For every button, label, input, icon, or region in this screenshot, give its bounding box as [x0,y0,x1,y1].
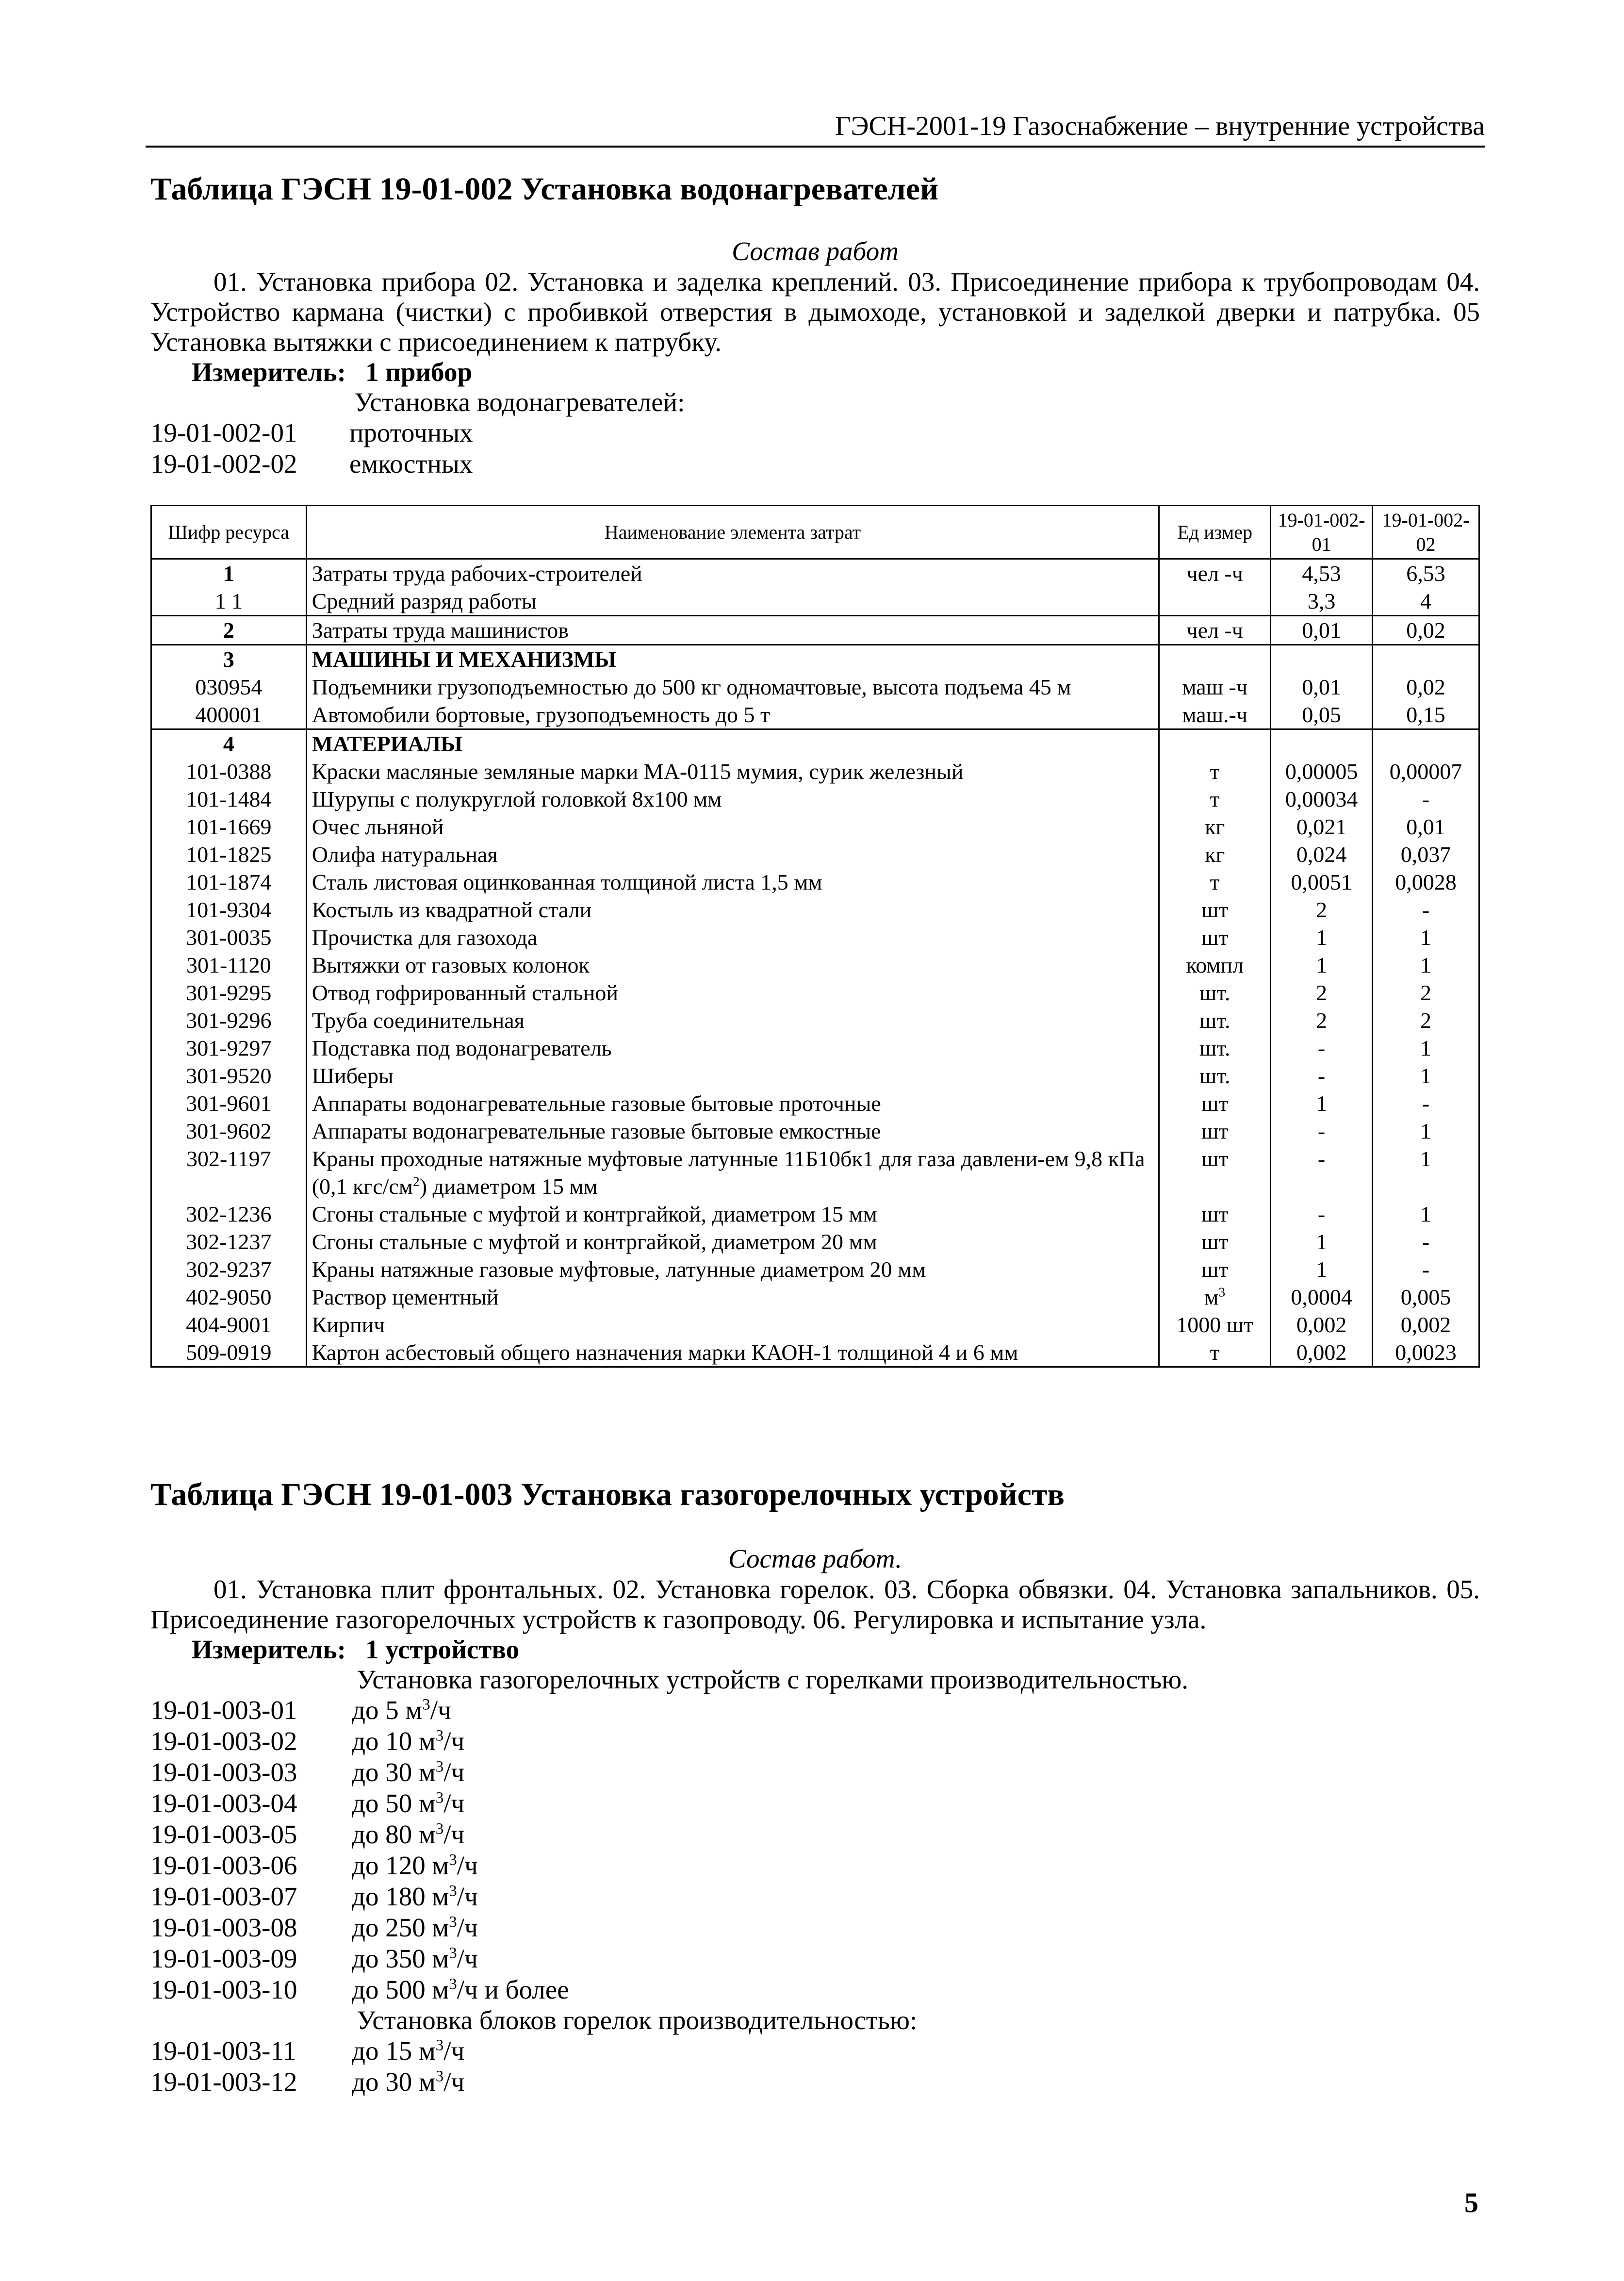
norm-code: 19-01-003-06 [150,1851,297,1880]
cell-norm-1: - [1271,1062,1373,1090]
capacity-unit: /ч [430,1695,451,1725]
cell-unit: шт [1159,924,1271,951]
cell-unit: шт [1159,1256,1271,1283]
cell-resource-code: 302-1237 [151,1228,307,1256]
cell-resource-code: 301-0035 [151,924,307,951]
cell-unit: компл [1159,951,1271,979]
cell-cost-element [306,1145,1159,1200]
cell-cost-element: Подъемники грузоподъемностью до 500 кг одномачтовые, высота подъема 45 м [306,673,1159,701]
cell-cost-element: Краны натяжные газовые муфтовые, латунные диаметром 20 мм [306,1256,1159,1283]
cell-norm-1: 0,021 [1271,813,1373,841]
norm-description: проточных [349,418,473,447]
code-line [150,417,1480,448]
cell-unit [1159,587,1271,616]
section-title: Таблица ГЭСН 19-01-002 Установка водонагревателей [150,171,939,207]
norm-code: 19-01-003-11 [150,2036,296,2066]
cell-cost-element: Шиберы [306,1062,1159,1090]
cell-resource-code: 301-9295 [151,979,307,1007]
cell-norm-1: 0,024 [1271,841,1373,868]
norm-description [352,1974,569,2005]
section-table-19-01-002 [150,170,1480,479]
table-row [151,1090,1479,1117]
cell-cost-element: МАШИНЫ И МЕХАНИЗМЫ [306,645,1159,674]
cell-norm-2 [1373,645,1479,674]
cell-cost-element: Костыль из квадратной стали [306,896,1159,924]
cell-norm-2: 1 [1373,1200,1479,1228]
cell-norm-1: 1 [1271,951,1373,979]
cell-unit [1159,729,1271,758]
col-header-norm-1: 19-01-002-01 [1271,506,1373,559]
cell-unit: 1000 шт [1159,1311,1271,1339]
table-row [151,979,1479,1007]
works-text-content: 01. Установка плит фронтальных. 02. Установка горелок. 03. Сборка обвязки. 04. Установка запальников. 05. Присоединение газогорелочных устройств к газопроводу. 06. Регулировка и испытание узла. [150,1574,1480,1634]
measure-line [150,357,1480,387]
works-text-content: 01. Установка прибора 02. Установка и заделка креплений. 03. Присоединение прибора к трубопроводам 04. Устройство кармана (чистки) с пробивкой отверстия в дымоходе, установкой и заделкой дверки и патрубка. 05 Установка вытяжки с присоединением к патрубку. [150,267,1480,357]
cell-unit: т [1159,1339,1271,1367]
code-list-burners [150,1695,1480,2005]
norm-description [352,1943,478,1974]
cell-cost-element: Автомобили бортовые, грузоподъемность до 5 т [306,701,1159,729]
code-line [150,1912,1480,1943]
cell-unit: шт. [1159,979,1271,1007]
norm-code: 19-01-003-12 [150,2067,297,2097]
cell-cost-element: Шурупы с полукруглой головкой 8х100 мм [306,785,1159,813]
norm-description [352,1788,464,1819]
cell-unit: шт. [1159,1007,1271,1034]
code-list-blocks [150,2035,1480,2098]
table-row [151,868,1479,896]
col-header-unit: Ед измер [1159,506,1271,559]
cell-unit: шт [1159,896,1271,924]
code-line [150,2066,1480,2098]
capacity-unit: /ч [443,1819,465,1849]
cell-resource-code: 301-9297 [151,1034,307,1062]
capacity-text: до 30 м [352,1757,436,1787]
capacity-text: до 250 м [352,1913,449,1942]
cell-norm-2: 0,002 [1373,1311,1479,1339]
cell-norm-2: 2 [1373,1007,1479,1034]
cell-cost-element: Затраты труда рабочих-строителей [306,559,1159,588]
subheading-blocks: Установка блоков горелок производительностью: [357,2005,918,2035]
cell-norm-2: 2 [1373,979,1479,1007]
capacity-text: до 500 м [352,1975,449,2004]
cell-cost-element: Затраты труда машинистов [306,616,1159,645]
cell-norm-2: 0,15 [1373,701,1479,729]
capacity-unit: /ч [457,1851,478,1880]
cell-cost-element: Прочистка для газохода [306,924,1159,951]
cell-unit: маш.-ч [1159,701,1271,729]
table-row [151,1145,1479,1200]
norm-description [352,1850,478,1881]
cell-norm-1 [1271,645,1373,674]
subheading-burners: Установка газогорелочных устройств с горелками производительностью. [357,1665,1188,1694]
capacity-text: до 5 м [352,1695,423,1725]
cell-norm-1: - [1271,1034,1373,1062]
capacity-text: до 120 м [352,1851,449,1880]
code-line [150,1788,1480,1819]
cell-norm-1: - [1271,1117,1373,1145]
norm-description [352,2035,464,2066]
cell-resource-code: 101-9304 [151,896,307,924]
table-row [151,587,1479,616]
section-title: Таблица ГЭСН 19-01-003 Установка газогорелочных устройств [150,1477,1065,1512]
capacity-unit: /ч [443,1757,465,1787]
norm-description [352,2066,464,2098]
cell-unit: шт [1159,1117,1271,1145]
cell-norm-1: 1 [1271,1228,1373,1256]
cell-norm-2: 1 [1373,1034,1479,1062]
col-header-code: Шифр ресурса [151,506,307,559]
table-row [151,1200,1479,1228]
cell-norm-1: 2 [1271,979,1373,1007]
code-line [150,448,1480,479]
cell-norm-2: 0,01 [1373,813,1479,841]
superscript: 3 [435,1789,444,1807]
cell-norm-1: - [1271,1200,1373,1228]
table-row [151,896,1479,924]
cell-resource-code: 1 [151,559,307,588]
cell-unit: т [1159,868,1271,896]
code-line [150,1881,1480,1912]
norm-code: 19-01-002-02 [150,449,297,479]
superscript: 3 [435,1727,444,1745]
code-line [150,1943,1480,1974]
measure-value: 1 прибор [365,357,473,387]
code-line [150,1974,1480,2005]
cell-cost-element: Краски масляные земляные марки МА-0115 мумия, сурик железный [306,758,1159,785]
subheading: Установка водонагревателей: [354,387,685,417]
cell-unit: шт [1159,1200,1271,1228]
cell-norm-2: 6,53 [1373,559,1479,588]
cell-unit: шт [1159,1090,1271,1117]
cell-resource-code: 1 1 [151,587,307,616]
cell-resource-code: 101-1484 [151,785,307,813]
code-line [150,2035,1480,2066]
table-row [151,559,1479,588]
table-row [151,785,1479,813]
table-row [151,1339,1479,1367]
cell-norm-1: 0,01 [1271,673,1373,701]
cell-resource-code: 400001 [151,701,307,729]
cell-cost-element: Сгоны стальные с муфтой и контргайкой, диаметром 20 мм [306,1228,1159,1256]
cell-unit: кг [1159,813,1271,841]
cell-norm-2: - [1373,1090,1479,1117]
cell-norm-2: 0,0023 [1373,1339,1479,1367]
cell-cost-element: Олифа натуральная [306,841,1159,868]
cell-unit [1159,1283,1271,1311]
table-row [151,1228,1479,1256]
superscript: 2 [412,1174,420,1189]
capacity-text: до 350 м [352,1944,449,1973]
page-number: 5 [1464,2187,1478,2218]
col-header-name: Наименование элемента затрат [306,506,1159,559]
table-header-row [151,506,1479,559]
cell-norm-1: 2 [1271,896,1373,924]
cell-norm-1: 1 [1271,1256,1373,1283]
measure-label: Измеритель: [192,1635,346,1664]
superscript: 3 [435,1758,444,1776]
cell-unit: чел -ч [1159,616,1271,645]
superscript: 3 [435,2067,444,2085]
cell-resource-code: 404-9001 [151,1311,307,1339]
superscript: 3 [449,1975,457,1993]
cell-unit: шт. [1159,1062,1271,1090]
superscript: 3 [449,1851,457,1869]
cell-norm-1: 0,00034 [1271,785,1373,813]
works-heading: Состав работ [732,236,899,266]
cell-cost-element: Раствор цементный [306,1283,1159,1311]
col-header-norm-2: 19-01-002-02 [1373,506,1479,559]
norm-description [352,1819,464,1850]
cell-norm-1: 0,00005 [1271,758,1373,785]
cell-unit: шт [1159,1228,1271,1256]
cell-resource-code: 4 [151,729,307,758]
norm-description [352,1726,464,1757]
cell-norm-2: 0,0028 [1373,868,1479,896]
code-line [150,1695,1480,1726]
cell-cost-element: Труба соединительная [306,1007,1159,1034]
cell-resource-code: 301-9296 [151,1007,307,1034]
cell-cost-element: Сгоны стальные с муфтой и контргайкой, диаметром 15 мм [306,1200,1159,1228]
cell-norm-1: - [1271,1145,1373,1200]
table-row [151,1117,1479,1145]
cell-norm-2: 0,02 [1373,616,1479,645]
cell-norm-2: 1 [1373,951,1479,979]
cell-resource-code: 301-9602 [151,1117,307,1145]
cell-norm-2: 1 [1373,1062,1479,1090]
cost-table [150,505,1480,1368]
cell-norm-2: 0,00007 [1373,758,1479,785]
capacity-text: до 50 м [352,1788,436,1818]
norm-code: 19-01-003-03 [150,1757,297,1787]
cell-norm-1: 1 [1271,1090,1373,1117]
capacity-unit: /ч [457,1882,478,1911]
cell-resource-code: 3 [151,645,307,674]
table-row [151,813,1479,841]
cell-cost-element: Кирпич [306,1311,1159,1339]
superscript: 3 [422,1696,430,1714]
norm-code: 19-01-003-02 [150,1726,297,1756]
measure-value: 1 устройство [365,1635,520,1664]
code-line [150,1726,1480,1757]
capacity-unit: /ч [457,1944,478,1973]
cell-resource-code: 101-1669 [151,813,307,841]
cell-norm-2: 1 [1373,1145,1479,1200]
cell-norm-1: 2 [1271,1007,1373,1034]
table-row [151,645,1479,674]
superscript: 3 [1218,1284,1226,1300]
cell-norm-2: - [1373,896,1479,924]
cell-norm-1: 0,0004 [1271,1283,1373,1311]
cell-resource-code: 101-0388 [151,758,307,785]
cell-norm-2: 1 [1373,924,1479,951]
cell-norm-1: 0,0051 [1271,868,1373,896]
cell-norm-2: - [1373,1256,1479,1283]
cell-norm-2: 0,005 [1373,1283,1479,1311]
capacity-unit: /ч [457,1913,478,1942]
cell-cost-element: МАТЕРИАЛЫ [306,729,1159,758]
table-row [151,729,1479,758]
cell-norm-1 [1271,729,1373,758]
cell-cost-element: Аппараты водонагревательные газовые бытовые емкостные [306,1117,1159,1145]
cell-cost-element: Отвод гофрированный стальной [306,979,1159,1007]
cell-norm-1: 0,002 [1271,1311,1373,1339]
cell-cost-element: Вытяжки от газовых колонок [306,951,1159,979]
norm-code: 19-01-003-08 [150,1913,297,1942]
table-row [151,1034,1479,1062]
table-row [151,673,1479,701]
capacity-unit: /ч и более [457,1975,569,2004]
cell-resource-code: 301-1120 [151,951,307,979]
cell-resource-code: 301-9520 [151,1062,307,1090]
cell-resource-code: 101-1874 [151,868,307,896]
norm-code: 19-01-003-05 [150,1819,297,1849]
table-row [151,701,1479,729]
norm-code: 19-01-002-01 [150,418,297,447]
superscript: 3 [435,1820,444,1838]
norm-description [352,1881,478,1912]
table-row [151,841,1479,868]
cell-norm-1: 1 [1271,924,1373,951]
superscript: 3 [449,1944,457,1962]
norm-code: 19-01-003-09 [150,1944,297,1973]
cell-resource-code: 509-0919 [151,1339,307,1367]
cell-norm-1: 0,002 [1271,1339,1373,1367]
cell-norm-2: 1 [1373,1117,1479,1145]
cell-unit [1159,645,1271,674]
table-row [151,924,1479,951]
capacity-text: до 10 м [352,1726,436,1756]
measure-line [150,1635,1480,1665]
code-line [150,1757,1480,1788]
cell-unit: маш -ч [1159,673,1271,701]
cell-unit: т [1159,758,1271,785]
norm-description [352,1695,451,1726]
cell-resource-code: 301-9601 [151,1090,307,1117]
cell-norm-1: 4,53 [1271,559,1373,588]
cell-unit: шт. [1159,1034,1271,1062]
cell-norm-2: 0,037 [1373,841,1479,868]
cell-norm-2: - [1373,785,1479,813]
norm-code: 19-01-003-07 [150,1882,297,1911]
table-row [151,1283,1479,1311]
cell-norm-2: - [1373,1228,1479,1256]
norm-code: 19-01-003-10 [150,1975,297,2004]
cell-resource-code: 2 [151,616,307,645]
works-text [150,267,1480,357]
norm-description: емкостных [349,449,473,479]
works-text [150,1574,1480,1635]
norm-code: 19-01-003-01 [150,1695,297,1725]
cell-cost-element: Очес льняной [306,813,1159,841]
cell-unit: шт [1159,1145,1271,1200]
cell-unit: т [1159,785,1271,813]
cell-cost-element: Сталь листовая оцинкованная толщиной листа 1,5 мм [306,868,1159,896]
cell-resource-code: 302-1197 [151,1145,307,1200]
capacity-text: до 80 м [352,1819,436,1849]
cell-text: Краны проходные натяжные муфтовые латунные 11Б10бк1 для газа давлени-ем 9,8 кПа (0,1 кгс/см [312,1146,1145,1199]
cell-resource-code: 302-9237 [151,1256,307,1283]
capacity-text: до 180 м [352,1882,449,1911]
cell-resource-code: 101-1825 [151,841,307,868]
cell-cost-element: Картон асбестовый общего назначения марки КАОН-1 толщиной 4 и 6 мм [306,1339,1159,1367]
works-heading: Состав работ. [728,1544,902,1573]
measure-label: Измеритель: [192,357,346,387]
table-row [151,1007,1479,1034]
cell-unit: кг [1159,841,1271,868]
cell-resource-code: 402-9050 [151,1283,307,1311]
cell-norm-2 [1373,729,1479,758]
cell-norm-1: 0,05 [1271,701,1373,729]
table-row [151,1256,1479,1283]
capacity-unit: /ч [443,2036,465,2066]
superscript: 3 [435,2036,444,2054]
table-row [151,1311,1479,1339]
norm-code: 19-01-003-04 [150,1788,297,1818]
capacity-text: до 30 м [352,2067,436,2097]
superscript: 3 [449,1913,457,1931]
capacity-unit: /ч [443,1726,465,1756]
running-header: ГЭСН-2001-19 Газоснабжение – внутренние устройства [146,111,1485,148]
code-line [150,1850,1480,1881]
cell-norm-1: 3,3 [1271,587,1373,616]
cell-resource-code: 030954 [151,673,307,701]
table-row [151,758,1479,785]
capacity-unit: /ч [443,1788,465,1818]
code-line [150,1819,1480,1850]
table-row [151,1062,1479,1090]
superscript: 3 [449,1882,457,1900]
cell-cost-element: Аппараты водонагревательные газовые бытовые проточные [306,1090,1159,1117]
cell-norm-1: 0,01 [1271,616,1373,645]
code-list [150,417,1480,479]
norm-description [352,1912,478,1943]
cell-text: ) диаметром 15 мм [419,1174,598,1199]
cell-text: м [1204,1285,1219,1309]
cell-norm-2: 0,02 [1373,673,1479,701]
capacity-unit: /ч [443,2067,465,2097]
section-table-19-01-003 [150,1475,1480,2098]
cell-cost-element: Средний разряд работы [306,587,1159,616]
cell-norm-2: 4 [1373,587,1479,616]
cell-resource-code: 302-1236 [151,1200,307,1228]
table-row [151,951,1479,979]
table-row [151,616,1479,645]
cell-unit: чел -ч [1159,559,1271,588]
norm-description [352,1757,464,1788]
cell-cost-element: Подставка под водонагреватель [306,1034,1159,1062]
capacity-text: до 15 м [352,2036,436,2066]
